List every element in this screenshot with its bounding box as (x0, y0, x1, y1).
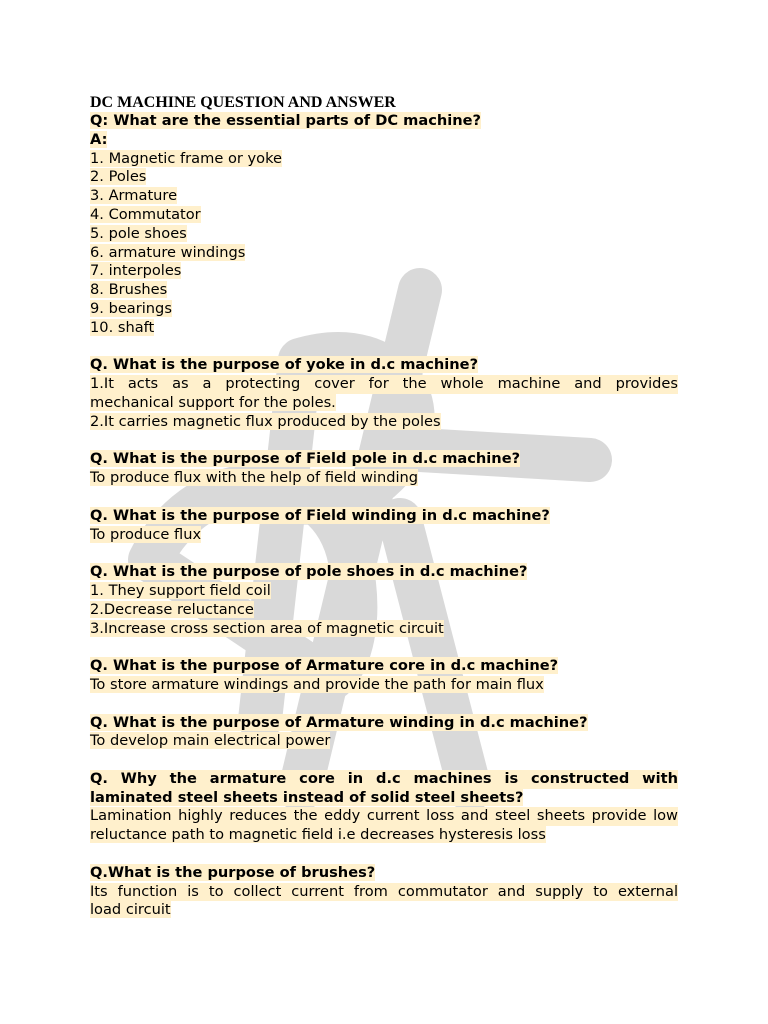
answer-line: 1. They support field coil (90, 581, 271, 599)
answer-line: 1.It acts as a protecting cover for the whole machine and provides (90, 375, 678, 393)
answer-line: 3. Armature (90, 187, 178, 205)
document-body (90, 94, 678, 920)
answer-line: 7. interpoles (90, 262, 182, 280)
qa-block-field-winding (90, 507, 678, 545)
question-text: Q.What is the purpose of brushes? (90, 863, 376, 881)
question-text: Q. Why the armature core in d.c machines is constructed with (90, 769, 678, 787)
answer-line: 2.It carries magnetic flux produced by the poles (90, 412, 441, 430)
qa-block-armature-winding (90, 714, 678, 752)
qa-block-field-pole (90, 450, 678, 488)
answer-line: 2.Decrease reluctance (90, 600, 254, 618)
answer-line: Its function is to collect current from commutator and supply to external (90, 882, 678, 900)
question-text: Q. What is the purpose of yoke in d.c machine? (90, 356, 479, 374)
answer-line: load circuit (90, 901, 171, 919)
qa-block-pole-shoes (90, 563, 678, 638)
question-text: Q. What is the purpose of Armature core in d.c machine? (90, 657, 559, 675)
document-title: DC MACHINE QUESTION AND ANSWER (90, 94, 396, 111)
answer-line: 4. Commutator (90, 205, 201, 223)
answer-line: 8. Brushes (90, 281, 168, 299)
qa-block-brushes (90, 864, 678, 920)
question-text: Q. What is the purpose of Armature winding in d.c machine? (90, 713, 588, 731)
question-text: Q. What is the purpose of Field pole in d.c machine? (90, 450, 521, 468)
answer-line: 2. Poles (90, 168, 147, 186)
answer-line: To produce flux (90, 525, 202, 543)
qa-block-yoke (90, 356, 678, 431)
answer-line: 3.Increase cross section area of magnetic circuit (90, 619, 444, 637)
answer-line: 5. pole shoes (90, 224, 187, 242)
qa-block-laminated-core (90, 770, 678, 845)
question-text: Q. What is the purpose of Field winding in d.c machine? (90, 506, 550, 524)
answer-line: mechanical support for the poles. (90, 393, 336, 411)
qa-block-essential-parts (90, 112, 678, 338)
answer-label: A: (90, 130, 108, 148)
qa-block-armature-core (90, 657, 678, 695)
answer-line: Lamination highly reduces the eddy current loss and steel sheets provide low (90, 807, 678, 825)
question-text: Q: What are the essential parts of DC machine? (90, 112, 481, 129)
answer-line: To produce flux with the help of field winding (90, 469, 419, 487)
answer-line: 9. bearings (90, 299, 172, 317)
answer-line: reluctance path to magnetic field i.e decreases hysteresis loss (90, 826, 546, 844)
answer-line: 1. Magnetic frame or yoke (90, 149, 282, 167)
question-text: Q. What is the purpose of pole shoes in d.c machine? (90, 563, 528, 581)
answer-line: 6. armature windings (90, 243, 246, 261)
answer-line: To store armature windings and provide the path for main flux (90, 675, 544, 693)
answer-line: 10. shaft (90, 318, 155, 336)
answer-line: To develop main electrical power (90, 732, 331, 750)
question-text: laminated steel sheets instead of solid steel sheets? (90, 788, 524, 806)
